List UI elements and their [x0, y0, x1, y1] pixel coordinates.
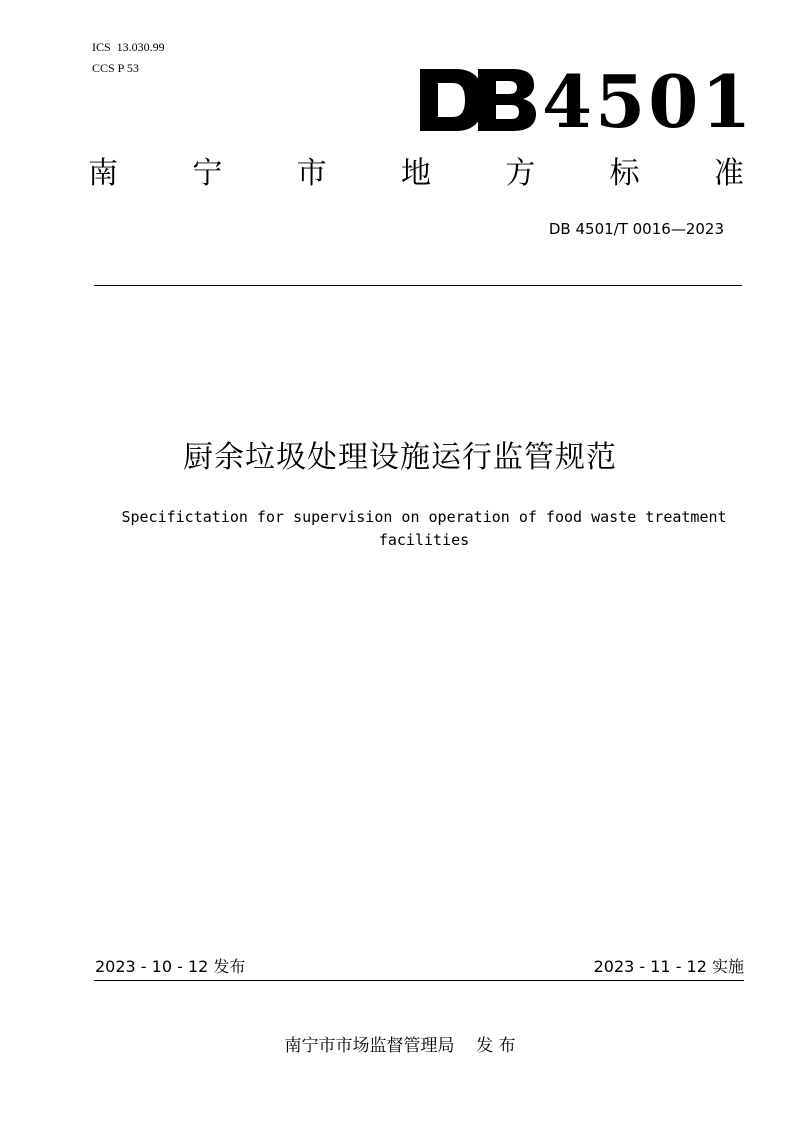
- publisher-line: 南宁市市场监督管理局 发 布: [284, 1036, 516, 1056]
- document-title-english: Specifictation for supervision on operation of food waste treatment facilities: [121, 508, 727, 549]
- issue-date: 2023 - 10 - 12 发布: [95, 957, 246, 976]
- standard-type-char: 准: [713, 156, 744, 191]
- document-title-chinese: 厨余垃圾处理设施运行监管规范: [183, 440, 617, 475]
- ccs-code: CCS P 53: [92, 61, 139, 75]
- standard-type-char: 南: [88, 156, 118, 191]
- implementation-date: 2023 - 11 - 12 实施: [593, 957, 744, 976]
- standard-type-char: 市: [296, 156, 327, 191]
- footer-divider: [94, 980, 744, 981]
- ics-code: ICS 13.030.99: [92, 40, 165, 54]
- standard-type-char: 方: [505, 156, 536, 191]
- svg-text:4501: 4501: [542, 59, 755, 144]
- standard-type-char: 宁: [192, 156, 223, 191]
- standard-number: DB 4501/T 0016—2023: [548, 220, 724, 238]
- header-divider: [94, 285, 742, 286]
- standard-type-char: 标: [609, 156, 640, 191]
- standard-type-heading: [88, 152, 744, 196]
- standard-type-char: 地: [400, 156, 431, 191]
- db-standard-logo: [420, 59, 755, 144]
